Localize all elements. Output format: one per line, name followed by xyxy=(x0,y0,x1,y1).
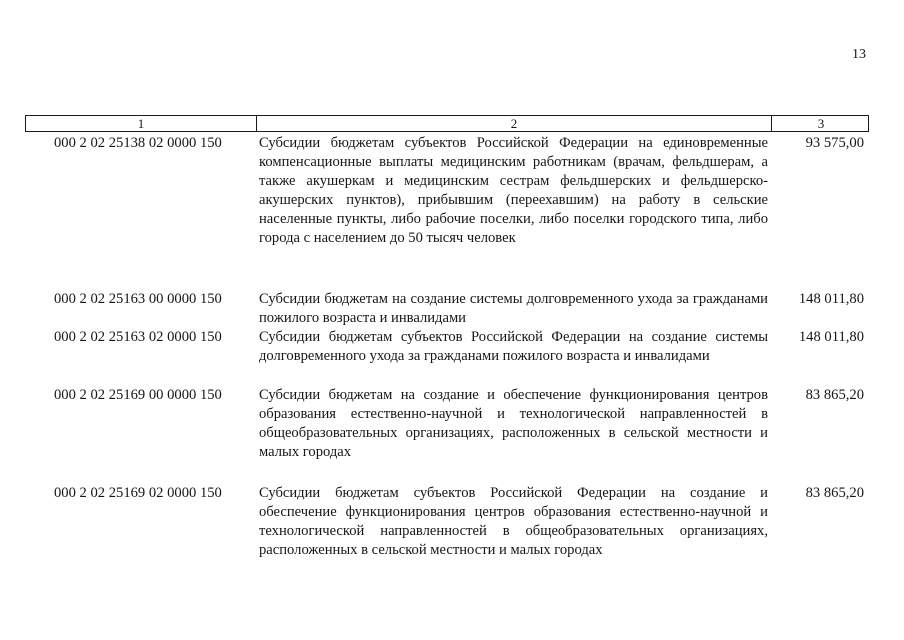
table-row xyxy=(25,290,869,328)
budget-code: 000 2 02 25163 00 0000 150 xyxy=(54,291,222,307)
budget-table xyxy=(25,115,869,558)
row-amount: 83 865,20 xyxy=(805,387,864,403)
row-description: Субсидии бюджетам субъектов Российской Федерации на создание и обеспечение функционирования центров образования естественно-научной и технологической направленностей в общеобразовательных организациях, расположенных в сельской местности и малых городах xyxy=(259,485,768,558)
budget-code: 000 2 02 25163 02 0000 150 xyxy=(54,329,222,345)
row-amount: 93 575,00 xyxy=(805,135,864,151)
column-header-2: 2 xyxy=(256,116,771,131)
page-number: 13 xyxy=(852,47,866,62)
budget-code: 000 2 02 25138 02 0000 150 xyxy=(54,135,222,151)
budget-code: 000 2 02 25169 00 0000 150 xyxy=(54,387,222,403)
row-description: Субсидии бюджетам субъектов Российской Федерации на создание системы долговременного ухода за гражданами пожилого возраста и инвалидами xyxy=(259,329,768,364)
row-amount: 148 011,80 xyxy=(798,291,864,307)
row-description: Субсидии бюджетам субъектов Российской Федерации на единовременные компенсационные выплаты медицинским работникам (врачам, фельдшерам, а также акушеркам и медицинским сестрам фельдшерских и фельдшерско-акушерских пунктов), прибывшим (переехавшим) на работу в сельские населенные пункты, либо рабочие поселки, либо поселки городского типа, либо города с населением до 50 тысяч человек xyxy=(259,135,768,246)
table-row xyxy=(25,134,869,248)
table-row xyxy=(25,484,869,560)
row-description: Субсидии бюджетам на создание системы долговременного ухода за гражданами пожилого возраста и инвалидами xyxy=(259,291,768,326)
table-row xyxy=(25,328,869,366)
budget-code: 000 2 02 25169 02 0000 150 xyxy=(54,485,222,501)
row-description: Субсидии бюджетам на создание и обеспечение функционирования центров образования естественно-научной и технологической направленностей в общеобразовательных организациях, расположенных в сельской местности и малых городах xyxy=(259,387,768,460)
row-amount: 83 865,20 xyxy=(805,485,864,501)
table-row xyxy=(25,386,869,462)
column-header-1: 1 xyxy=(137,116,145,131)
table-header xyxy=(25,115,869,132)
column-header-3: 3 xyxy=(771,116,870,131)
row-amount: 148 011,80 xyxy=(798,329,864,345)
